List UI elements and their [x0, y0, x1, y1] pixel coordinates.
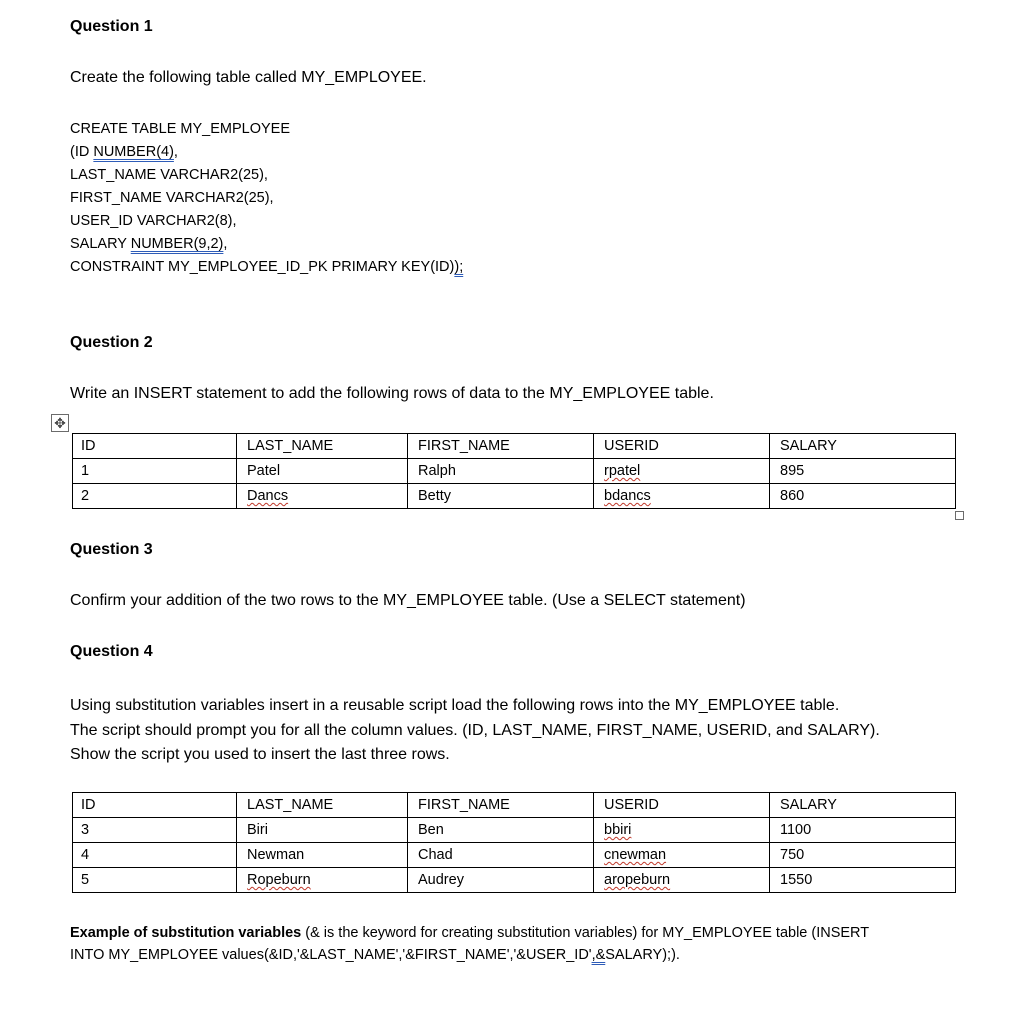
cell-last-name: Newman: [237, 843, 408, 868]
code-line: CONSTRAINT MY_EMPLOYEE_ID_PK PRIMARY KEY(ID));: [70, 259, 464, 275]
substitution-example: [70, 922, 960, 966]
cell-last-name: Biri: [237, 818, 408, 843]
cell-last-name: Ropeburn: [237, 868, 408, 893]
cell-salary: 1550: [770, 868, 956, 893]
header-cell: ID: [73, 793, 237, 818]
employee-table-2: [72, 792, 956, 893]
text-line: Show the script you used to insert the last three rows.: [70, 746, 450, 763]
question-2-text: Write an INSERT statement to add the following rows of data to the MY_EMPLOYEE table.: [70, 385, 714, 402]
cell-userid: aropeburn: [594, 868, 770, 893]
cell-id: 1: [73, 459, 237, 484]
header-cell: SALARY: [770, 793, 956, 818]
table-row: [73, 843, 956, 868]
table-row: [73, 459, 956, 484]
code-line: (ID NUMBER(4),: [70, 144, 178, 160]
cell-id: 5: [73, 868, 237, 893]
create-table-code: [70, 118, 463, 279]
cell-salary: 895: [770, 459, 956, 484]
text-line: The script should prompt you for all the column values. (ID, LAST_NAME, FIRST_NAME, USERID, and SALARY).: [70, 721, 880, 739]
header-cell: ID: [73, 434, 237, 459]
number-type: NUMBER(9,2): [130, 236, 224, 252]
cell-first-name: Ben: [408, 818, 594, 843]
cell-salary: 750: [770, 843, 956, 868]
cell-last-name: Patel: [237, 459, 408, 484]
number-type: NUMBER(4): [93, 144, 174, 160]
header-cell: SALARY: [770, 434, 956, 459]
question-4-text: [70, 694, 880, 768]
closing-paren: );: [454, 259, 464, 275]
header-cell: LAST_NAME: [237, 793, 408, 818]
text-line: Using substitution variables insert in a reusable script load the following rows into the MY_EMPLOYEE table.: [70, 697, 840, 714]
employee-table-1: [72, 433, 956, 509]
code-line: LAST_NAME VARCHAR2(25),: [70, 167, 268, 183]
cell-first-name: Betty: [408, 484, 594, 509]
header-cell: FIRST_NAME: [408, 434, 594, 459]
table-row: [73, 818, 956, 843]
example-bold: Example of substitution variables: [70, 925, 302, 941]
cell-userid: rpatel: [594, 459, 770, 484]
cell-last-name: Dancs: [237, 484, 408, 509]
table-row: [73, 484, 956, 509]
code-line: CREATE TABLE MY_EMPLOYEE: [70, 121, 290, 137]
table-header-row: [73, 793, 956, 818]
cell-first-name: Chad: [408, 843, 594, 868]
cell-id: 4: [73, 843, 237, 868]
example-line-2: INTO MY_EMPLOYEE values(&ID,'&LAST_NAME','&FIRST_NAME','&USER_ID',&SALARY);).: [70, 947, 680, 963]
header-cell: FIRST_NAME: [408, 793, 594, 818]
question-2-title: Question 2: [70, 334, 153, 351]
cell-userid: bdancs: [594, 484, 770, 509]
table-resize-handle[interactable]: [955, 511, 964, 520]
cell-userid: cnewman: [594, 843, 770, 868]
cell-id: 2: [73, 484, 237, 509]
cell-first-name: Audrey: [408, 868, 594, 893]
header-cell: USERID: [594, 793, 770, 818]
cell-salary: 1100: [770, 818, 956, 843]
example-line-1: Example of substitution variables (& is the keyword for creating substitution variables) for MY_EMPLOYEE table (INSERT: [70, 925, 870, 941]
header-cell: LAST_NAME: [237, 434, 408, 459]
question-1-title: Question 1: [70, 18, 153, 35]
cell-salary: 860: [770, 484, 956, 509]
cell-first-name: Ralph: [408, 459, 594, 484]
question-3-text: Confirm your addition of the two rows to the MY_EMPLOYEE table. (Use a SELECT statement): [70, 592, 746, 609]
example-underlined: ,&: [591, 947, 606, 963]
header-cell: USERID: [594, 434, 770, 459]
table-header-row: [73, 434, 956, 459]
question-4-title: Question 4: [70, 643, 153, 660]
table-move-icon[interactable]: ✥: [51, 414, 69, 432]
question-3-title: Question 3: [70, 541, 153, 558]
table-row: [73, 868, 956, 893]
code-line: FIRST_NAME VARCHAR2(25),: [70, 190, 274, 206]
cell-userid: bbiri: [594, 818, 770, 843]
cell-id: 3: [73, 818, 237, 843]
code-line: USER_ID VARCHAR2(8),: [70, 213, 237, 229]
question-1-text: Create the following table called MY_EMPLOYEE.: [70, 69, 427, 86]
code-line: SALARY NUMBER(9,2),: [70, 236, 228, 252]
